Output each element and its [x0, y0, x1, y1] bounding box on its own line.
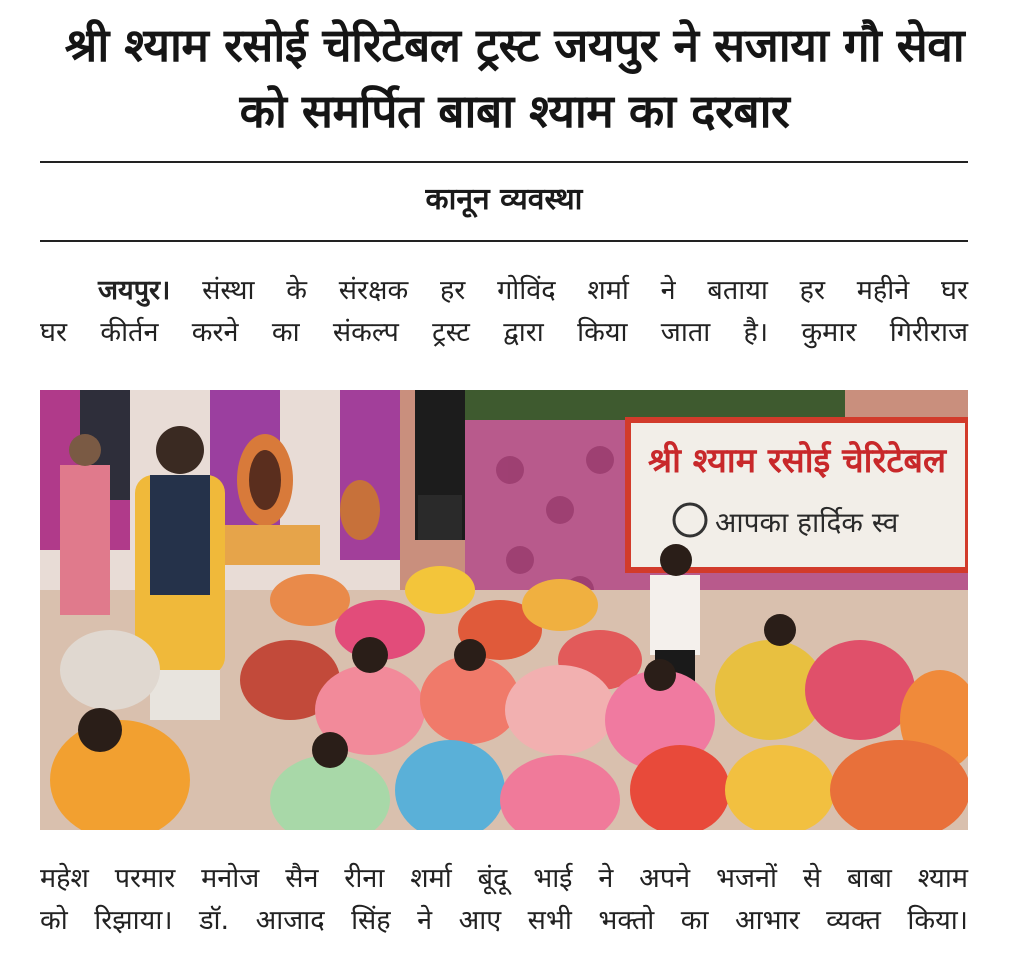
paragraph-2-line-2: को रिझाया। डॉ. आजाद सिंह ने आए सभी भक्तो का आभार व्यक्त किया। [40, 905, 968, 936]
headline-line-1: श्री श्याम रसोई चेरिटेबल ट्रस्ट जयपुर ने सजाया गौ सेवा [64, 18, 965, 72]
news-photo [40, 390, 968, 830]
section-label: कानून व्यवस्था [425, 182, 583, 217]
paragraph-1-line-1 [40, 270, 968, 312]
dateline: जयपुर। [98, 275, 171, 306]
section-divider [40, 240, 968, 242]
article-paragraph-2 [40, 858, 968, 942]
article-paragraph-1 [40, 270, 968, 354]
photo-illustration [40, 390, 968, 830]
top-divider [40, 161, 968, 163]
headline [20, 12, 1009, 144]
headline-line-2: को समर्पित बाबा श्याम का दरबार [239, 84, 790, 138]
paragraph-1-line-1-text: संस्था के संरक्षक हर गोविंद शर्मा ने बताया हर महीने घर [170, 275, 968, 306]
banner-text-2: आपका हार्दिक स्व [715, 506, 899, 539]
banner-text-1: श्री श्याम रसोई चेरिटेबल [648, 441, 946, 481]
paragraph-1-line-2: घर कीर्तन करने का संकल्प ट्रस्ट द्वारा किया जाता है। कुमार गिरीराज [40, 317, 968, 348]
paragraph-2-line-1: महेश परमार मनोज सैन रीना शर्मा बूंदू भाई ने अपने भजनों से बाबा श्याम [40, 863, 968, 894]
